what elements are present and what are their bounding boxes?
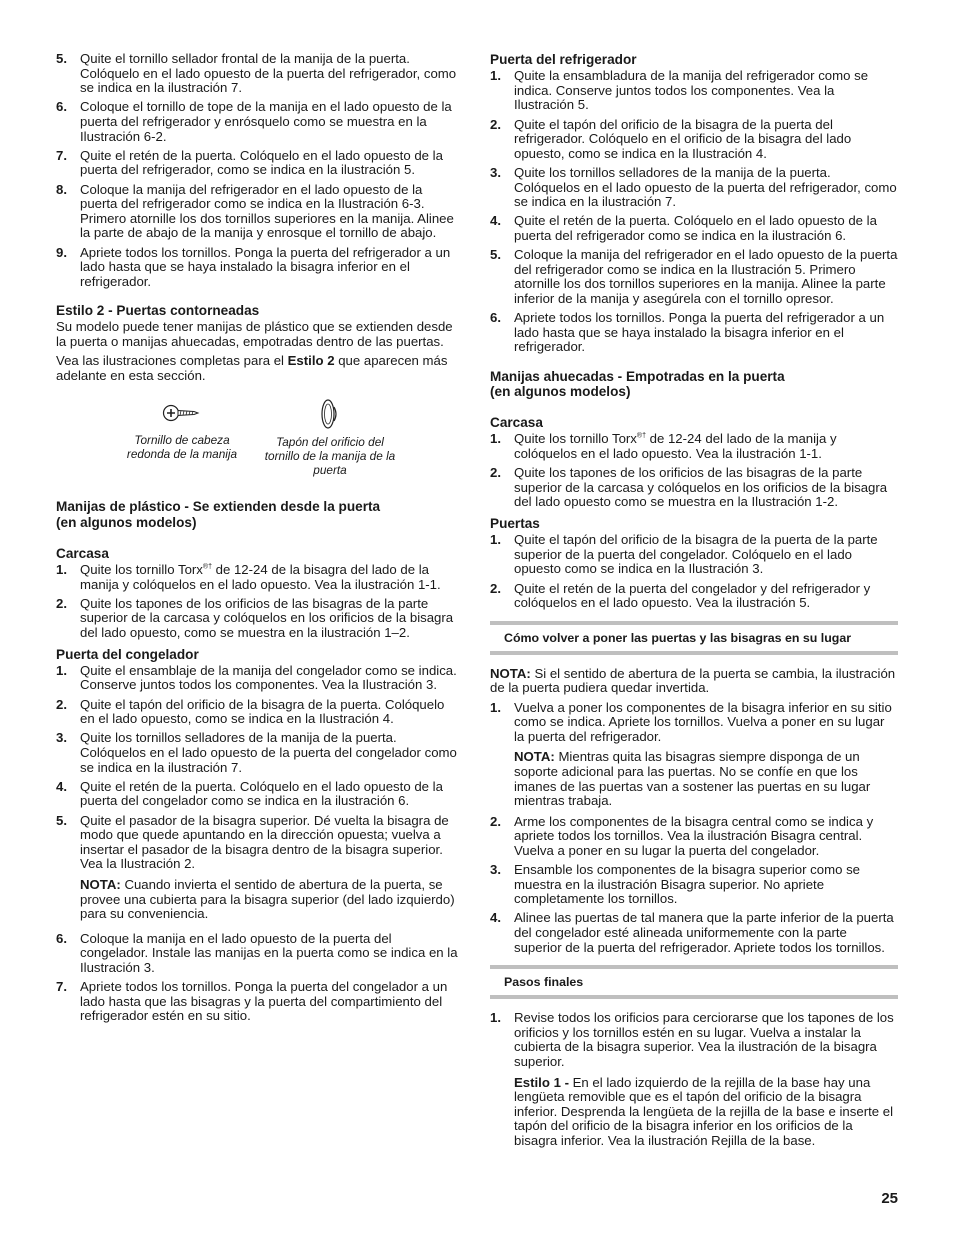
list-item: 2. Quite el tapón del orificio de la bisagra de la puerta. Colóquelo en el lado opuesto, como se indica en la Ilustración 4. bbox=[56, 696, 445, 727]
part-round-head-screw bbox=[116, 397, 248, 477]
refrigerator-door-steps bbox=[490, 69, 898, 355]
freezer-door-steps-more bbox=[56, 814, 462, 1024]
list-item: 2. Arme los componentes de la bisagra central como se indica y apriete todos los tornillos. Vea la ilustración Bisagra central. Vuelva a poner en su lugar la puerta del congelador. bbox=[490, 813, 874, 858]
list-item: 1. Quite los tornillo Torx®† de 12-24 del lado de la manija y colóquelos en el lado opuesto. Vea la ilustración 1-1. bbox=[490, 431, 837, 462]
carcasa-heading-left: Carcasa bbox=[56, 545, 109, 561]
freezer-door-steps bbox=[56, 664, 462, 809]
freezer-note: NOTA: Cuando invierta el sentido de abertura de la puerta, se provee una cubierta para la bisagra superior (del lado izquierdo) para su conveniencia. bbox=[80, 876, 455, 922]
list-item: 4. Quite el retén de la puerta. Colóquelo en el lado opuesto de la puerta del refrigerador como se indica en la ilustración 6. bbox=[490, 213, 877, 243]
list-item: 3. Ensamble los componentes de la bisagra superior como se muestra en la ilustración Bisagra superior. No apriete completamente los tornillos. bbox=[490, 862, 860, 907]
list-item: 1. Quite el ensamblaje de la manija del congelador como se indica. Conserve juntos todos los componentes. Vea la Ilustración 3. bbox=[56, 662, 457, 693]
list-item: 1. Quite el tapón del orificio de la bisagra de la puerta de la parte superior de la puerta del congelador. Colóquelo en el lado opuesto como se indica en la Ilustración 3. bbox=[490, 532, 878, 577]
hole-plug-icon bbox=[315, 397, 345, 431]
list-item: 1. Quite la ensambladura de la manija del refrigerador como se indica. Conserve juntos todos los componentes. Vea la Ilustración 5. bbox=[490, 68, 869, 113]
list-item: 4. Quite el retén de la puerta. Colóquelo en el lado opuesto de la puerta del congelador como se indica en la ilustración 6. bbox=[56, 778, 443, 809]
section-banner-final-steps: Pasos finales bbox=[490, 965, 898, 999]
parts-illustration bbox=[116, 397, 462, 477]
replace-doors-steps-more bbox=[490, 815, 898, 956]
door-reverse-note: NOTA: Si el sentido de abertura de la puerta se cambia, la ilustración de la puerta pudiera quedar invertida. bbox=[490, 665, 896, 696]
list-item: 8. Coloque la manija del refrigerador en el lado opuesto de la puerta del refrigerador como se indica en la Ilustración 6-3. Primero atornille los dos tornillos superiores en la manija. Alinee la parte de abajo de la manija y enrosque el tornillo de abajo. bbox=[56, 181, 454, 241]
estilo2-intro: Su modelo puede tener manijas de plástico que se extienden desde la puerta o manijas ahuecadas, empotradas dentro de las puertas. bbox=[56, 319, 453, 350]
freezer-door-heading: Puerta del congelador bbox=[56, 646, 199, 662]
page-number: 25 bbox=[881, 1190, 898, 1207]
list-item: 5. Coloque la manija del refrigerador en el lado opuesto de la puerta del refrigerador como se indica en la Ilustración 5. Primero atornille los dos tornillos superiores en la manija. Alinee la parte inferior de la manija y asegúrela con el tornillo opresor. bbox=[490, 247, 898, 306]
list-item: 5. Quite el pasador de la bisagra superior. Dé vuelta la bisagra de modo que quede apuntando en la dirección opuesta; vuelva a insertar el pasador de la bisagra dentro de la bisagra superior. Vea la Ilustración 2. NOTA: Cuando invierta el sentido de abertura de la puerta, se provee una cubierta para la bisagra superior (del lado izquierdo) para su conveniencia. bbox=[56, 814, 462, 922]
plastic-handles-heading: Manijas de plástico - Se extienden desde la puerta (en algunos modelos) bbox=[56, 499, 381, 530]
list-item: 2. Quite los tapones de los orificios de las bisagras de la parte superior de la carcasa y colóquelos en los orificios de la bisagra del lado opuesto, como se muestra en la ilustración 1–2. bbox=[56, 595, 454, 641]
section-banner-replace-doors: Cómo volver a poner las puertas y las bisagras en su lugar bbox=[490, 621, 898, 655]
left-column bbox=[56, 52, 462, 1028]
list-item: 7. Apriete todos los tornillos. Ponga la puerta del congelador a un lado hasta que las bisagras y la puerta del compartimiento del refrigerador estén en su sitio. bbox=[56, 979, 448, 1024]
list-item: 5. Quite el tornillo sellador frontal de la manija de la puerta. Colóquelo en el lado opuesto de la puerta del refrigerador, como se indica en la ilustración 7. bbox=[56, 51, 457, 96]
list-item: 4. Alinee las puertas de tal manera que la parte inferior de la puerta del congelador esté alineada uniformemente con la parte superior de la puerta del refrigerador. Apriete todos los tornillos. bbox=[490, 910, 894, 955]
list-item: 3. Quite los tornillos selladores de la manija de la puerta. Colóquelos en el lado opuesto de la puerta del congelador como se indica en la ilustración 7. bbox=[56, 730, 457, 775]
list-item: 3. Quite los tornillos selladores de la manija de la puerta. Colóquelos en el lado opuesto de la puerta del refrigerador, como se indica en la ilustración 7. bbox=[490, 164, 897, 210]
part-round-head-screw-caption: Tornillo de cabeza redonda de la manija bbox=[126, 433, 238, 462]
right-column bbox=[490, 52, 898, 1153]
list-item: 2. Quite el retén de la puerta del congelador y del refrigerador y colóquelos en el lado opuesto. Vea la ilustración 5. bbox=[490, 580, 871, 611]
hinge-support-note: NOTA: Mientras quita las bisagras siempre disponga de un soporte adicional para las puertas. No se confíe en que los imanes de las puertas van a sostener las puertas en su lugar mientras trabaja. bbox=[514, 749, 871, 809]
list-item: 1. Revise todos los orificios para cerciorarse que los tapones de los orificios y los tornillos estén en su lugar. Vuelva a instalar la cubierta de la bisagra superior. Vea la ilustración de la bisagra superior. Estilo 1 - En el lado izquierdo de la rejilla de la base hay una lengüeta removible que es el tapón del orificio de la bisagra inferior. Desprenda la lengüeta de la rejilla de la base e inserte el tapón del orificio de la bisagra inferior en los orificios de la bisagra inferior. Vea la ilustración Rejilla de la base. bbox=[490, 1011, 898, 1148]
estilo2-reference: Vea las ilustraciones completas para el Estilo 2 que aparecen más adelante en esta sección. bbox=[56, 353, 448, 383]
final-steps bbox=[490, 1011, 898, 1148]
list-item: 6. Coloque el tornillo de tope de la manija en el lado opuesto de la puerta del refrigerador y enrósquelo como se muestra en la Ilustración 6-2. bbox=[56, 99, 452, 144]
refrigerator-door-heading: Puerta del refrigerador bbox=[490, 52, 637, 67]
part-hole-plug-caption: Tapón del orificio del tornillo de la manija de la puerta bbox=[264, 435, 396, 478]
carcasa-heading-right: Carcasa bbox=[490, 415, 543, 431]
steps-list-continued bbox=[56, 52, 462, 289]
list-item: 6. Coloque la manija en el lado opuesto de la puerta del congelador. Instale las manijas en la puerta como se indica en la Ilustración 3. bbox=[56, 930, 458, 975]
list-item: 2. Quite los tapones de los orificios de las bisagras de la parte superior de la carcasa y colóquelos en los orificios de la bisagra del lado opuesto como se muestra en la Ilustración 1-2. bbox=[490, 465, 888, 510]
list-item: 7. Quite el retén de la puerta. Colóquelo en el lado opuesto de la puerta del refrigerador, como se indica en la ilustración 5. bbox=[56, 147, 443, 178]
carcasa-steps-right bbox=[490, 432, 898, 510]
list-item: 2. Quite el tapón del orificio de la bisagra de la puerta del refrigerador. Colóquelo en el orificio de la bisagra del lado opuesto, como se indica en la Ilustración 4. bbox=[490, 116, 852, 161]
estilo2-heading: Estilo 2 - Puertas contorneadas bbox=[56, 303, 260, 319]
recessed-handles-heading: Manijas ahuecadas - Empotradas en la puerta (en algunos modelos) bbox=[490, 368, 785, 400]
list-item: 1. Vuelva a poner los componentes de la bisagra inferior en su sitio como se indica. Apriete los tornillos. Vuelva a poner en su lugar la puerta del refrigerador. NOTA: Mientras quita las bisagras siempre disponga de un soporte adicional para las puertas. No se confíe en que los imanes de las puertas van a sostener las puertas en su lugar mientras trabaja. bbox=[490, 701, 898, 809]
carcasa-steps-left bbox=[56, 563, 462, 641]
doors-heading: Puertas bbox=[490, 516, 540, 532]
replace-doors-steps bbox=[490, 701, 898, 809]
style1-instructions: Estilo 1 - En el lado izquierdo de la rejilla de la base hay una lengüeta removible que es el tapón del orificio de la bisagra inferior. Desprenda la lengüeta de la rejilla de la base e inserte el tapón del orificio de la bisagra inferior en los orificios de la bisagra inferior. Vea la ilustración Rejilla de la base. bbox=[514, 1074, 894, 1149]
list-item: 9. Apriete todos los tornillos. Ponga la puerta del refrigerador a un lado hasta que se haya instalado la bisagra inferior en el refrigerador. bbox=[56, 244, 451, 289]
part-hole-plug bbox=[264, 397, 396, 477]
list-item: 6. Apriete todos los tornillos. Ponga la puerta del refrigerador a un lado hasta que se haya instalado la bisagra inferior en el refrigerador. bbox=[490, 310, 885, 355]
round-head-screw-icon bbox=[162, 397, 202, 429]
doors-steps bbox=[490, 533, 898, 611]
list-item: 1. Quite los tornillo Torx®† de 12-24 de la bisagra del lado de la manija y colóquelos en el lado opuesto. Vea la ilustración 1-1. bbox=[56, 562, 441, 592]
